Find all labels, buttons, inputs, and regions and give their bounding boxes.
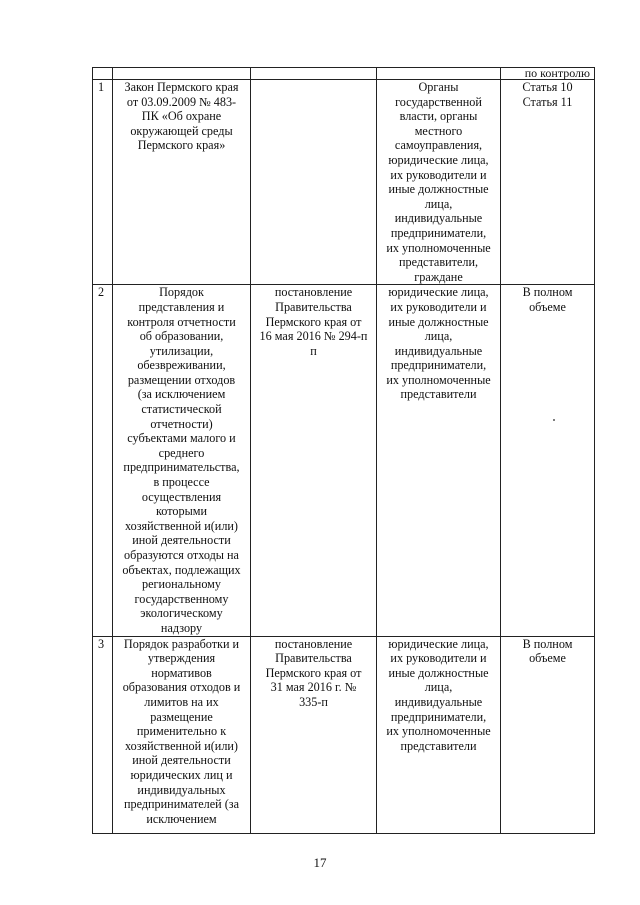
cell-text-line: лица, [424, 329, 453, 344]
cell-text-line: статистической [141, 402, 222, 417]
cell-text-line: представители [400, 387, 477, 402]
cell-text-line: Статья 10 [522, 80, 573, 94]
header-num-cell [93, 68, 113, 80]
cell-text-line: их руководители и [390, 167, 487, 182]
row-act-name [113, 636, 251, 833]
cell-text-line: лимитов на их [144, 694, 219, 709]
cell-text-line: предпринимательства, [123, 460, 240, 475]
cell-text-line: образования отходов и [122, 680, 241, 695]
cell-text-line: юридические лица, [388, 636, 489, 651]
requirements-table [92, 67, 595, 834]
cell-text-line: юридические лица, [388, 152, 489, 167]
cell-text-line: ПК «Об охране [141, 109, 222, 124]
cell-text-line: 31 мая 2016 г. № [270, 680, 357, 695]
row-control-scope [501, 80, 595, 285]
cell-text-line: образуются отходы на [124, 548, 239, 562]
cell-text-line: Порядок разработки и [123, 636, 240, 651]
row-approving-act [251, 80, 377, 285]
cell-text-line: размещении отходов [127, 372, 236, 387]
cell-text-line: осуществления [141, 489, 222, 504]
cell-text-line: власти, органы [399, 109, 478, 124]
row-control-scope [501, 285, 595, 636]
cell-text-line: индивидуальные [394, 694, 483, 709]
cell-text-line: региональному [142, 577, 221, 592]
cell-text-line: представители, [398, 255, 479, 270]
cell-text-line: их руководители и [390, 651, 487, 666]
cell-text-line: Статья 11 [522, 94, 573, 109]
cell-text-line: хозяйственной и(или) [125, 738, 238, 753]
cell-text-line: об образовании, [139, 329, 224, 344]
row-number: 3 [93, 636, 113, 833]
cell-text-line: среднего [158, 445, 205, 460]
cell-text-line: которыми [155, 504, 207, 519]
row-subjects [377, 80, 501, 285]
row-number: 1 [93, 80, 113, 285]
cell-text-line: В полном [522, 285, 573, 300]
cell-text-line: иной деятельности [132, 533, 231, 548]
cell-text-line: Правительства [275, 651, 352, 666]
cell-text-line: в процессе [153, 475, 210, 490]
cell-text-line: индивидуальные [394, 211, 483, 226]
cell-text-line: Пермского края от [265, 665, 362, 680]
cell-text-line: постановление [274, 636, 353, 651]
cell-text-line: хозяйственной и(или) [125, 518, 238, 533]
cell-text-line: объектах, подлежащих [122, 562, 241, 577]
cell-text-line: иной деятельности [132, 753, 231, 768]
cell-text-line: размещение [150, 709, 213, 724]
table-header-row [93, 68, 595, 80]
table-row [93, 636, 595, 833]
cell-text-line: отчетности) [150, 416, 213, 431]
cell-text-line: субъектами малого и [127, 431, 236, 446]
cell-text-line: нормативов [151, 665, 212, 680]
cell-text-line: их уполномоченные [386, 724, 491, 739]
cell-text-line: иные должностные [388, 182, 489, 197]
cell-text-line: представления и [138, 299, 225, 314]
cell-text-line: контроля отчетности [127, 314, 236, 329]
header-act-cell [251, 68, 377, 80]
cell-text-line: утилизации, [149, 343, 214, 358]
header-control-cell: по контролю [501, 68, 595, 80]
cell-text-line: граждане [414, 269, 463, 284]
cell-text-line: обезвреживании, [137, 358, 226, 373]
row-approving-act [251, 636, 377, 833]
cell-text-line: Органы [418, 80, 459, 94]
cell-text-line: индивидуальных [137, 782, 226, 797]
cell-text-line: предприниматели, [390, 709, 487, 724]
table-row [93, 80, 595, 285]
row-approving-act [251, 285, 377, 636]
cell-text-line: предпринимателей (за [123, 797, 240, 812]
cell-text-line: лица, [424, 680, 453, 695]
cell-text-line: В полном [522, 636, 573, 651]
cell-text-line: (за исключением [137, 387, 226, 402]
cell-text-line: государственному [134, 591, 229, 606]
cell-text-line: самоуправления, [394, 138, 483, 153]
page-number: 17 [313, 855, 327, 870]
cell-text-line: постановление [274, 285, 353, 300]
cell-text-line: применительно к [136, 724, 227, 739]
cell-text-line: надзору [160, 620, 203, 635]
cell-text-line: исключением [146, 811, 217, 826]
header-name-cell [113, 68, 251, 80]
cell-text-line: Правительства [275, 299, 352, 314]
cell-text-line: Пермского края от [265, 314, 362, 329]
row-control-scope [501, 636, 595, 833]
row-act-name [113, 80, 251, 285]
cell-text-line: Закон Пермского края [124, 80, 239, 94]
cell-text-line: предприниматели, [390, 225, 487, 240]
cell-text-line: индивидуальные [394, 343, 483, 358]
cell-text-line: лица, [424, 196, 453, 211]
cell-text-line: юридических лиц и [130, 767, 233, 782]
cell-text-line: иные должностные [388, 665, 489, 680]
cell-text-line: Порядок [159, 285, 204, 300]
cell-text-line: экологическому [140, 606, 223, 621]
cell-text-line: п [310, 343, 317, 358]
cell-text-line: иные должностные [388, 314, 489, 329]
row-subjects [377, 285, 501, 636]
scan-speck [553, 419, 555, 421]
row-subjects [377, 636, 501, 833]
table-row [93, 285, 595, 636]
cell-text-line: государственной [395, 94, 482, 109]
row-act-name [113, 285, 251, 636]
cell-text-line: представители [400, 738, 477, 753]
cell-text-line: их уполномоченные [386, 372, 491, 387]
header-subjects-cell [377, 68, 501, 80]
cell-text-line: их руководители и [390, 299, 487, 314]
cell-text-line: местного [414, 123, 463, 138]
cell-text-line: их уполномоченные [386, 240, 491, 255]
row-number: 2 [93, 285, 113, 636]
cell-text-line: юридические лица, [388, 285, 489, 300]
cell-text-line: объеме [529, 299, 566, 314]
cell-text-line: окружающей среды [130, 123, 233, 138]
cell-text-line: 335-п [299, 694, 328, 709]
cell-text-line: 16 мая 2016 № 294-п [259, 329, 368, 344]
cell-text-line: предприниматели, [390, 358, 487, 373]
cell-text-line: объеме [529, 651, 566, 666]
cell-text-line: Пермского края» [137, 138, 226, 153]
cell-text-line: от 03.09.2009 № 483- [126, 94, 237, 109]
cell-text-line: утверждения [147, 651, 216, 666]
